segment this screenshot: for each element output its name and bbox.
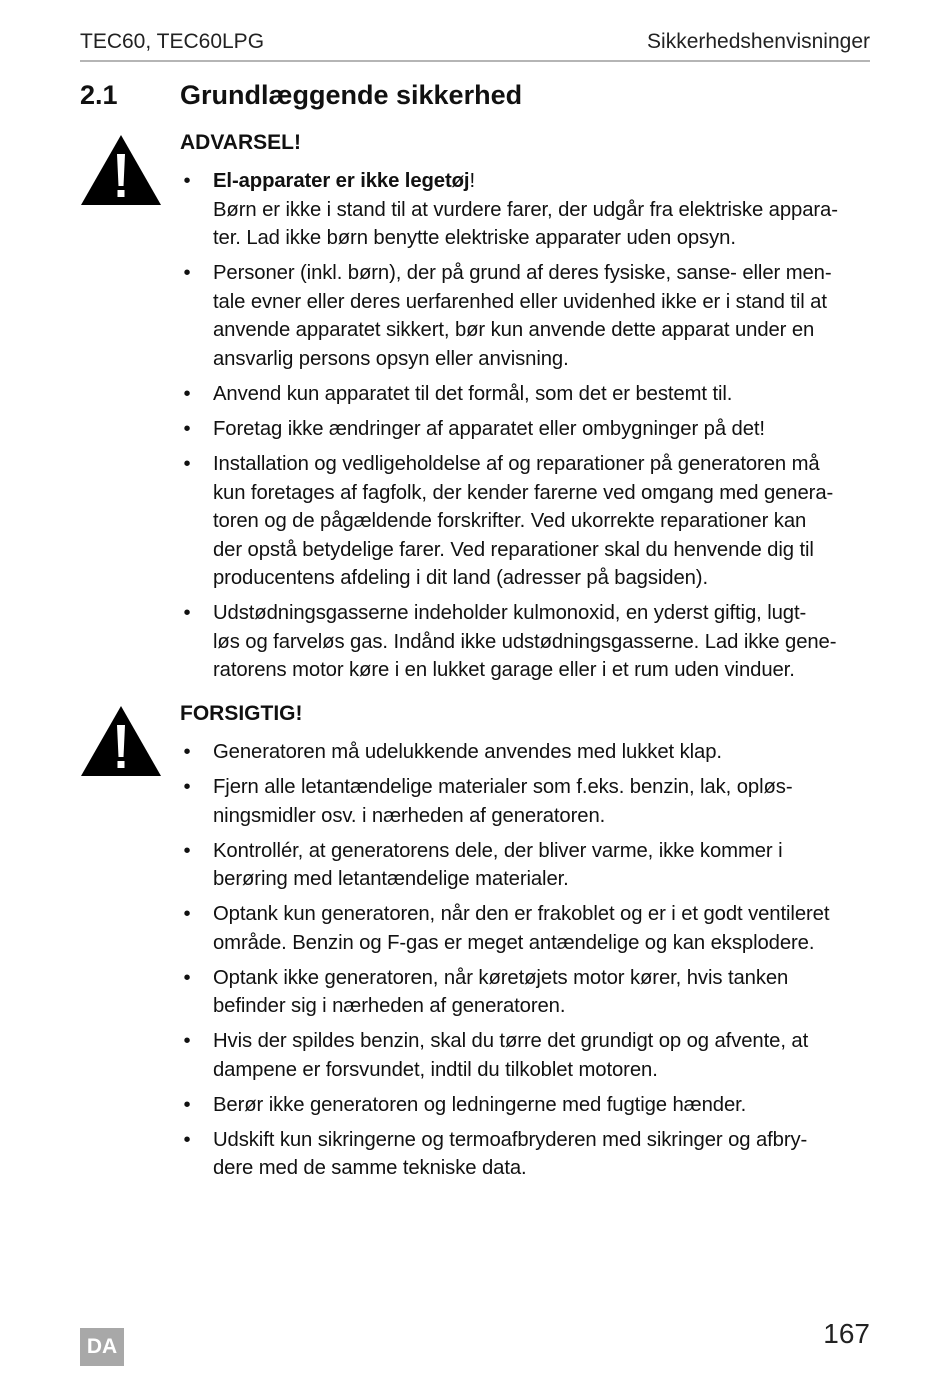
bullet: • — [183, 966, 191, 989]
item-line: Hvis der spildes benzin, skal du tørre det grundigt op og afvente, at — [213, 1030, 809, 1053]
bullet: • — [183, 417, 191, 440]
item-line: tale evner eller deres uerfarenhed eller uvidenhed ikke er i stand til at — [213, 290, 827, 313]
page-number: 167 — [823, 1318, 870, 1349]
list-item — [180, 900, 870, 957]
item-line: område. Benzin og F-gas er meget antændelige og kan eksplodere. — [213, 931, 815, 954]
list-item — [180, 259, 870, 373]
item-line: ansvarlig persons opsyn eller anvisning. — [213, 347, 569, 370]
bullet: • — [183, 602, 191, 625]
item-heading — [213, 167, 870, 196]
item-line: ter. Lad ikke børn benytte elektriske apparater uden opsyn. — [213, 227, 736, 250]
item-line: Optank kun generatoren, når den er frakoblet og er i et godt ventileret — [213, 903, 830, 926]
item-line: befinder sig i nærheden af generatoren. — [213, 995, 566, 1018]
item-line: Kontrollér, at generatorens dele, der bliver varme, ikke kommer i — [213, 839, 783, 862]
list-item — [180, 599, 870, 685]
item-line: dere med de samme tekniske data. — [213, 1157, 527, 1180]
section-heading — [80, 80, 870, 111]
warning-label: ADVARSEL! — [180, 131, 301, 154]
bullet: • — [183, 839, 191, 862]
item-line: ningsmidler osv. i nærheden af generatoren. — [213, 804, 606, 827]
warning-list — [180, 167, 870, 685]
item-line: Foretag ikke ændringer af apparatet eller ombygninger på det! — [213, 417, 765, 440]
bullet: • — [183, 1030, 191, 1053]
bullet: • — [183, 903, 191, 926]
header-model: TEC60, TEC60LPG — [80, 30, 265, 53]
item-line: der opstå betydelige farer. Ved reparationer skal du henvende dig til — [213, 538, 814, 561]
list-item — [180, 1126, 870, 1183]
bullet: • — [183, 1093, 191, 1116]
list-item — [180, 837, 870, 894]
item-line: berøring med letantændelige materialer. — [213, 868, 569, 891]
item-heading-bold: El-apparater er ikke legetøj — [213, 170, 470, 192]
item-line: Berør ikke generatoren og ledningerne med fugtige hænder. — [213, 1093, 747, 1116]
list-item — [180, 738, 870, 767]
item-line: producentens afdeling i dit land (adresser på bagsiden). — [213, 567, 708, 590]
warning-triangle-icon — [80, 705, 162, 777]
item-line: løs og farveløs gas. Indånd ikke udstødningsgasserne. Lad ikke gene- — [213, 630, 837, 653]
item-line: Børn er ikke i stand til at vurdere farer, der udgår fra elektriske appara- — [213, 198, 838, 221]
header-chapter: Sikkerhedshenvisninger — [647, 30, 870, 53]
page-header — [80, 30, 870, 62]
item-heading-tail: ! — [469, 170, 476, 192]
item-line: Anvend kun apparatet til det formål, som det er bestemt til. — [213, 382, 733, 405]
bullet: • — [183, 382, 191, 405]
bullet: • — [183, 170, 191, 192]
list-item — [180, 1091, 870, 1120]
bullet: • — [183, 741, 191, 763]
item-line: Udstødningsgasserne indeholder kulmonoxid, en yderst giftig, lugt- — [213, 602, 807, 625]
bullet: • — [183, 452, 191, 475]
item-line: kun foretages af fagfolk, der kender farerne ved omgang med genera- — [213, 481, 834, 504]
caution-content — [180, 701, 870, 1189]
item-line: dampene er forsvundet, indtil du tilkoblet motoren. — [213, 1058, 658, 1081]
bullet: • — [183, 1128, 191, 1151]
warning-content — [180, 130, 870, 691]
item-line: Installation og vedligeholdelse af og reparationer på generatoren må — [213, 452, 820, 475]
warning-triangle-icon — [80, 134, 162, 206]
list-item — [180, 167, 870, 253]
item-line: Personer (inkl. børn), der på grund af deres fysiske, sanse- eller men- — [213, 262, 832, 285]
caution-list — [180, 738, 870, 1183]
item-line: Optank ikke generatoren, når køretøjets motor kører, hvis tanken — [213, 966, 789, 989]
bullet: • — [183, 775, 191, 798]
language-tag: DA — [80, 1328, 124, 1366]
item-line: anvende apparatet sikkert, bør kun anvende dette apparat under en — [213, 319, 815, 342]
caution-label: FORSIGTIG! — [180, 702, 303, 725]
item-line: Udskift kun sikringerne og termoafbryderen med sikringer og afbry- — [213, 1128, 808, 1151]
list-item — [180, 773, 870, 830]
list-item — [180, 415, 870, 444]
list-item — [180, 450, 870, 593]
section-title: Grundlæggende sikkerhed — [180, 80, 523, 110]
list-item — [180, 380, 870, 409]
item-line: toren og de pågældende forskrifter. Ved ukorrekte reparationer kan — [213, 510, 807, 533]
item-line: ratorens motor køre i en lukket garage eller i et rum uden vinduer. — [213, 659, 795, 682]
item-line: Fjern alle letantændelige materialer som f.eks. benzin, lak, opløs- — [213, 775, 793, 798]
list-item — [180, 1027, 870, 1084]
item-line: Generatoren må udelukkende anvendes med lukket klap. — [213, 741, 722, 763]
list-item — [180, 964, 870, 1021]
section-number: 2.1 — [80, 80, 118, 110]
bullet: • — [183, 262, 191, 285]
